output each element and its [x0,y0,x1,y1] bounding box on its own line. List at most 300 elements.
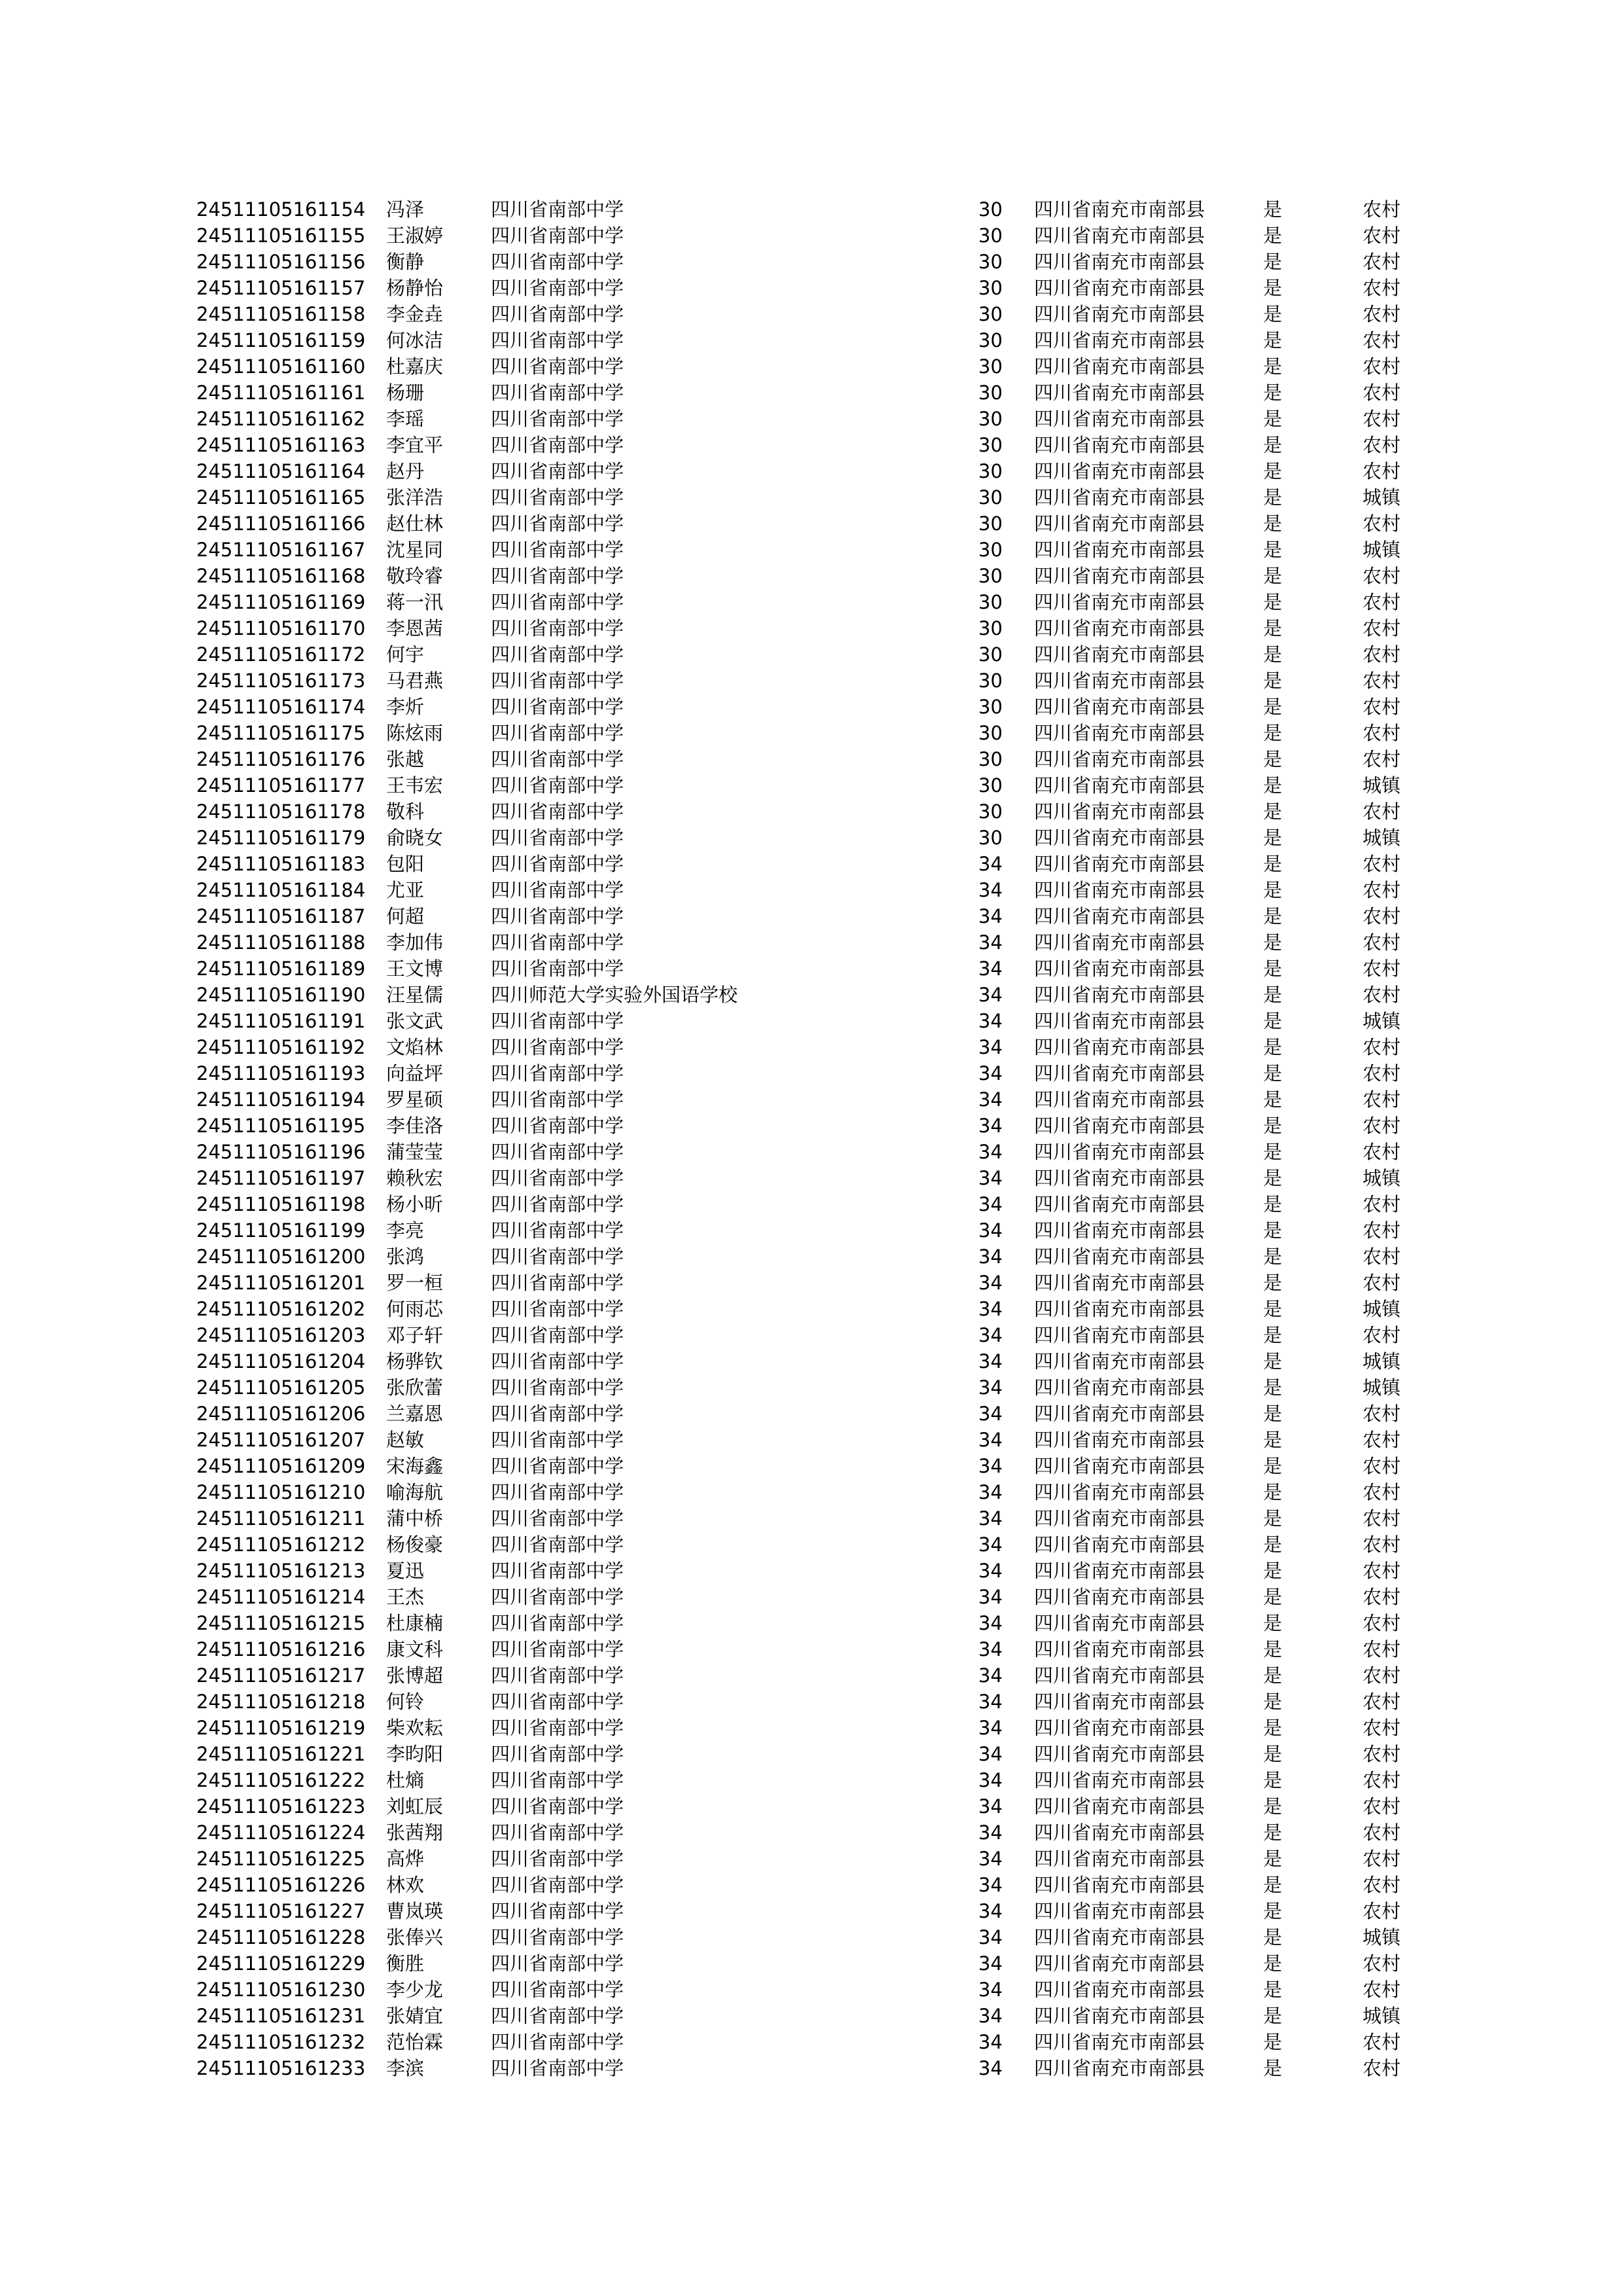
exam-number-cell: 24511105161204 [196,1350,366,1372]
school-cell: 四川省南部中学 [491,1717,624,1739]
student-name-cell: 张文武 [386,1010,444,1032]
residence-type-cell: 农村 [1363,1455,1401,1477]
school-cell: 四川省南部中学 [491,1141,624,1163]
school-cell: 四川省南部中学 [491,617,624,639]
student-name-cell: 蒲莹莹 [386,1141,444,1163]
exam-number-cell: 24511105161205 [196,1376,366,1399]
school-cell: 四川省南部中学 [491,1455,624,1477]
exam-number-cell: 24511105161200 [196,1246,366,1268]
residence-type-cell: 农村 [1363,355,1401,378]
student-name-cell: 李亮 [386,1219,425,1242]
residence-type-cell: 城镇 [1363,1350,1401,1372]
school-cell: 四川省南部中学 [491,1115,624,1137]
school-cell: 四川省南部中学 [491,1638,624,1660]
residence-type-cell: 农村 [1363,984,1401,1006]
table-row [196,641,1440,668]
exam-number-cell: 24511105161175 [196,722,366,744]
exam-number-cell: 24511105161192 [196,1036,366,1058]
residence-type-cell: 农村 [1363,800,1401,823]
table-row [196,589,1440,615]
table-row [196,1636,1440,1662]
exam-number-cell: 24511105161219 [196,1717,366,1739]
table-row [196,2055,1440,2081]
eligibility-flag-cell: 是 [1263,2031,1283,2053]
hukou-region-cell: 四川省南充市南部县 [1034,512,1205,535]
eligibility-flag-cell: 是 [1263,1376,1283,1399]
category-code-cell: 30 [978,355,1003,378]
exam-number-cell: 24511105161159 [196,329,366,351]
table-row [196,353,1440,380]
category-code-cell: 30 [978,617,1003,639]
category-code-cell: 30 [978,539,1003,561]
residence-type-cell: 农村 [1363,1036,1401,1058]
student-name-cell: 李恩茜 [386,617,444,639]
residence-type-cell: 农村 [1363,1088,1401,1111]
table-row [196,1793,1440,1820]
exam-number-cell: 24511105161188 [196,931,366,954]
residence-type-cell: 城镇 [1363,1298,1401,1320]
school-cell: 四川省南部中学 [491,722,624,744]
student-name-cell: 王淑婷 [386,224,444,247]
category-code-cell: 30 [978,382,1003,404]
school-cell: 四川省南部中学 [491,1507,624,1530]
category-code-cell: 34 [978,905,1003,927]
exam-number-cell: 24511105161203 [196,1324,366,1346]
category-code-cell: 34 [978,1586,1003,1608]
hukou-region-cell: 四川省南充市南部县 [1034,277,1205,299]
eligibility-flag-cell: 是 [1263,1246,1283,1268]
residence-type-cell: 农村 [1363,1795,1401,1818]
eligibility-flag-cell: 是 [1263,1743,1283,1765]
school-cell: 四川省南部中学 [491,1219,624,1242]
table-row [196,432,1440,458]
exam-number-cell: 24511105161209 [196,1455,366,1477]
eligibility-flag-cell: 是 [1263,827,1283,849]
student-name-cell: 李昀阳 [386,1743,444,1765]
category-code-cell: 34 [978,1743,1003,1765]
hukou-region-cell: 四川省南充市南部县 [1034,591,1205,613]
eligibility-flag-cell: 是 [1263,905,1283,927]
exam-number-cell: 24511105161161 [196,382,366,404]
student-name-cell: 包阳 [386,853,425,875]
residence-type-cell: 农村 [1363,565,1401,587]
hukou-region-cell: 四川省南充市南部县 [1034,1979,1205,2001]
table-row [196,1086,1440,1113]
hukou-region-cell: 四川省南充市南部县 [1034,1717,1205,1739]
table-row [196,537,1440,563]
hukou-region-cell: 四川省南充市南部县 [1034,800,1205,823]
category-code-cell: 30 [978,591,1003,613]
residence-type-cell: 农村 [1363,1481,1401,1503]
table-row [196,1479,1440,1505]
eligibility-flag-cell: 是 [1263,696,1283,718]
exam-number-cell: 24511105161160 [196,355,366,378]
school-cell: 四川省南部中学 [491,879,624,901]
category-code-cell: 34 [978,1429,1003,1451]
hukou-region-cell: 四川省南充市南部县 [1034,1141,1205,1163]
school-cell: 四川省南部中学 [491,408,624,430]
category-code-cell: 34 [978,1717,1003,1739]
student-name-cell: 杜康楠 [386,1612,444,1634]
eligibility-flag-cell: 是 [1263,591,1283,613]
table-row [196,1139,1440,1165]
table-row [196,2029,1440,2055]
residence-type-cell: 城镇 [1363,1926,1401,1948]
student-name-cell: 杨小昕 [386,1193,444,1215]
residence-type-cell: 农村 [1363,1560,1401,1582]
eligibility-flag-cell: 是 [1263,355,1283,378]
hukou-region-cell: 四川省南充市南部县 [1034,853,1205,875]
eligibility-flag-cell: 是 [1263,1193,1283,1215]
eligibility-flag-cell: 是 [1263,277,1283,299]
student-name-cell: 王文博 [386,958,444,980]
student-name-cell: 衡胜 [386,1952,425,1975]
school-cell: 四川省南部中学 [491,1088,624,1111]
category-code-cell: 30 [978,303,1003,325]
exam-number-cell: 24511105161213 [196,1560,366,1582]
exam-number-cell: 24511105161172 [196,643,366,666]
hukou-region-cell: 四川省南充市南部县 [1034,905,1205,927]
table-row [196,1558,1440,1584]
category-code-cell: 34 [978,1560,1003,1582]
hukou-region-cell: 四川省南充市南部县 [1034,1167,1205,1189]
school-cell: 四川省南部中学 [491,1821,624,1844]
hukou-region-cell: 四川省南充市南部县 [1034,1560,1205,1582]
table-row [196,406,1440,432]
student-name-cell: 范怡霖 [386,2031,444,2053]
table-row [196,746,1440,772]
residence-type-cell: 农村 [1363,1874,1401,1896]
exam-number-cell: 24511105161199 [196,1219,366,1242]
eligibility-flag-cell: 是 [1263,382,1283,404]
category-code-cell: 34 [978,853,1003,875]
category-code-cell: 34 [978,1481,1003,1503]
table-row [196,1191,1440,1217]
student-name-cell: 李瑶 [386,408,425,430]
student-name-cell: 赵敏 [386,1429,425,1451]
hukou-region-cell: 四川省南充市南部县 [1034,1612,1205,1634]
exam-number-cell: 24511105161158 [196,303,366,325]
hukou-region-cell: 四川省南充市南部县 [1034,617,1205,639]
category-code-cell: 34 [978,1272,1003,1294]
school-cell: 四川省南部中学 [491,2031,624,2053]
exam-number-cell: 24511105161210 [196,1481,366,1503]
category-code-cell: 34 [978,1010,1003,1032]
category-code-cell: 34 [978,931,1003,954]
hukou-region-cell: 四川省南充市南部县 [1034,565,1205,587]
residence-type-cell: 城镇 [1363,1376,1401,1399]
student-name-cell: 康文科 [386,1638,444,1660]
residence-type-cell: 农村 [1363,1586,1401,1608]
hukou-region-cell: 四川省南充市南部县 [1034,1010,1205,1032]
school-cell: 四川省南部中学 [491,1586,624,1608]
residence-type-cell: 农村 [1363,1638,1401,1660]
residence-type-cell: 农村 [1363,434,1401,456]
table-row [196,2003,1440,2029]
school-cell: 四川省南部中学 [491,355,624,378]
eligibility-flag-cell: 是 [1263,1926,1283,1948]
table-row [196,877,1440,903]
hukou-region-cell: 四川省南充市南部县 [1034,827,1205,849]
school-cell: 四川师范大学实验外国语学校 [491,984,738,1006]
category-code-cell: 34 [978,2031,1003,2053]
hukou-region-cell: 四川省南充市南部县 [1034,486,1205,509]
exam-number-cell: 24511105161156 [196,251,366,273]
student-name-cell: 沈星同 [386,539,444,561]
residence-type-cell: 农村 [1363,277,1401,299]
table-row [196,1924,1440,1950]
category-code-cell: 30 [978,748,1003,770]
category-code-cell: 34 [978,1979,1003,2001]
category-code-cell: 34 [978,1246,1003,1268]
eligibility-flag-cell: 是 [1263,1403,1283,1425]
category-code-cell: 34 [978,1795,1003,1818]
hukou-region-cell: 四川省南充市南部县 [1034,460,1205,482]
hukou-region-cell: 四川省南充市南部县 [1034,1926,1205,1948]
student-name-cell: 杜嘉庆 [386,355,444,378]
eligibility-flag-cell: 是 [1263,1088,1283,1111]
school-cell: 四川省南部中学 [491,1010,624,1032]
exam-number-cell: 24511105161211 [196,1507,366,1530]
category-code-cell: 34 [978,1926,1003,1948]
hukou-region-cell: 四川省南充市南部县 [1034,1795,1205,1818]
table-row [196,1689,1440,1715]
table-row [196,1270,1440,1296]
exam-number-cell: 24511105161162 [196,408,366,430]
hukou-region-cell: 四川省南充市南部县 [1034,198,1205,221]
table-row [196,982,1440,1008]
school-cell: 四川省南部中学 [491,539,624,561]
eligibility-flag-cell: 是 [1263,1455,1283,1477]
category-code-cell: 34 [978,1298,1003,1320]
eligibility-flag-cell: 是 [1263,1900,1283,1922]
student-name-cell: 夏迅 [386,1560,425,1582]
school-cell: 四川省南部中学 [491,1612,624,1634]
table-row [196,458,1440,484]
exam-number-cell: 24511105161218 [196,1691,366,1713]
residence-type-cell: 农村 [1363,1769,1401,1791]
eligibility-flag-cell: 是 [1263,617,1283,639]
hukou-region-cell: 四川省南充市南部县 [1034,251,1205,273]
student-name-cell: 张婧宜 [386,2005,444,2027]
residence-type-cell: 农村 [1363,1115,1401,1137]
student-name-cell: 杨珊 [386,382,425,404]
residence-type-cell: 农村 [1363,329,1401,351]
exam-number-cell: 24511105161230 [196,1979,366,2001]
eligibility-flag-cell: 是 [1263,1324,1283,1346]
table-row [196,1217,1440,1244]
hukou-region-cell: 四川省南充市南部县 [1034,1246,1205,1268]
eligibility-flag-cell: 是 [1263,1167,1283,1189]
table-row [196,223,1440,249]
residence-type-cell: 农村 [1363,1324,1401,1346]
table-row [196,1374,1440,1401]
exam-number-cell: 24511105161187 [196,905,366,927]
school-cell: 四川省南部中学 [491,1403,624,1425]
category-code-cell: 30 [978,329,1003,351]
hukou-region-cell: 四川省南充市南部县 [1034,1664,1205,1687]
school-cell: 四川省南部中学 [491,853,624,875]
eligibility-flag-cell: 是 [1263,1010,1283,1032]
school-cell: 四川省南部中学 [491,303,624,325]
eligibility-flag-cell: 是 [1263,1507,1283,1530]
hukou-region-cell: 四川省南充市南部县 [1034,1219,1205,1242]
student-name-cell: 何冰洁 [386,329,444,351]
eligibility-flag-cell: 是 [1263,251,1283,273]
residence-type-cell: 农村 [1363,1507,1401,1530]
table-row [196,668,1440,694]
exam-number-cell: 24511105161231 [196,2005,366,2027]
table-row [196,1401,1440,1427]
school-cell: 四川省南部中学 [491,958,624,980]
exam-number-cell: 24511105161224 [196,1821,366,1844]
eligibility-flag-cell: 是 [1263,1298,1283,1320]
exam-number-cell: 24511105161201 [196,1272,366,1294]
eligibility-flag-cell: 是 [1263,1586,1283,1608]
category-code-cell: 30 [978,565,1003,587]
student-name-cell: 赖秋宏 [386,1167,444,1189]
school-cell: 四川省南部中学 [491,1534,624,1556]
residence-type-cell: 农村 [1363,1717,1401,1739]
category-code-cell: 34 [978,1691,1003,1713]
student-name-cell: 王杰 [386,1586,425,1608]
eligibility-flag-cell: 是 [1263,2057,1283,2079]
student-name-cell: 冯泽 [386,198,425,221]
eligibility-flag-cell: 是 [1263,198,1283,221]
exam-number-cell: 24511105161223 [196,1795,366,1818]
residence-type-cell: 农村 [1363,1246,1401,1268]
school-cell: 四川省南部中学 [491,198,624,221]
category-code-cell: 34 [978,984,1003,1006]
eligibility-flag-cell: 是 [1263,748,1283,770]
school-cell: 四川省南部中学 [491,434,624,456]
eligibility-flag-cell: 是 [1263,643,1283,666]
residence-type-cell: 农村 [1363,748,1401,770]
table-row [196,1453,1440,1479]
table-row [196,301,1440,327]
eligibility-flag-cell: 是 [1263,670,1283,692]
exam-number-cell: 24511105161226 [196,1874,366,1896]
residence-type-cell: 农村 [1363,1848,1401,1870]
eligibility-flag-cell: 是 [1263,1979,1283,2001]
residence-type-cell: 农村 [1363,1743,1401,1765]
category-code-cell: 30 [978,251,1003,273]
residence-type-cell: 农村 [1363,303,1401,325]
eligibility-flag-cell: 是 [1263,408,1283,430]
exam-number-cell: 24511105161191 [196,1010,366,1032]
student-name-cell: 杨骅钦 [386,1350,444,1372]
student-name-cell: 何铃 [386,1691,425,1713]
student-name-cell: 兰嘉恩 [386,1403,444,1425]
category-code-cell: 30 [978,774,1003,797]
table-row [196,1505,1440,1532]
table-row [196,1767,1440,1793]
table-row [196,1584,1440,1610]
exam-number-cell: 24511105161173 [196,670,366,692]
table-row [196,1008,1440,1034]
school-cell: 四川省南部中学 [491,827,624,849]
hukou-region-cell: 四川省南充市南部县 [1034,329,1205,351]
table-row [196,1060,1440,1086]
residence-type-cell: 农村 [1363,460,1401,482]
category-code-cell: 30 [978,670,1003,692]
exam-number-cell: 24511105161225 [196,1848,366,1870]
residence-type-cell: 农村 [1363,1272,1401,1294]
residence-type-cell: 农村 [1363,643,1401,666]
eligibility-flag-cell: 是 [1263,1062,1283,1085]
hukou-region-cell: 四川省南充市南部县 [1034,722,1205,744]
student-name-cell: 张茜翔 [386,1821,444,1844]
residence-type-cell: 农村 [1363,251,1401,273]
student-name-cell: 王韦宏 [386,774,444,797]
eligibility-flag-cell: 是 [1263,984,1283,1006]
table-row [196,1165,1440,1191]
hukou-region-cell: 四川省南充市南部县 [1034,696,1205,718]
hukou-region-cell: 四川省南充市南部县 [1034,984,1205,1006]
hukou-region-cell: 四川省南充市南部县 [1034,1848,1205,1870]
eligibility-flag-cell: 是 [1263,434,1283,456]
eligibility-flag-cell: 是 [1263,1272,1283,1294]
school-cell: 四川省南部中学 [491,696,624,718]
residence-type-cell: 农村 [1363,1952,1401,1975]
category-code-cell: 30 [978,827,1003,849]
school-cell: 四川省南部中学 [491,565,624,587]
exam-number-cell: 24511105161194 [196,1088,366,1111]
table-row [196,1715,1440,1741]
student-name-cell: 陈炫雨 [386,722,444,744]
hukou-region-cell: 四川省南充市南部县 [1034,1272,1205,1294]
student-name-cell: 李炘 [386,696,425,718]
hukou-region-cell: 四川省南充市南部县 [1034,879,1205,901]
school-cell: 四川省南部中学 [491,748,624,770]
student-name-cell: 罗星硕 [386,1088,444,1111]
exam-number-cell: 24511105161190 [196,984,366,1006]
residence-type-cell: 农村 [1363,1612,1401,1634]
residence-type-cell: 农村 [1363,224,1401,247]
category-code-cell: 34 [978,1376,1003,1399]
school-cell: 四川省南部中学 [491,1795,624,1818]
student-name-cell: 李宜平 [386,434,444,456]
category-code-cell: 30 [978,696,1003,718]
eligibility-flag-cell: 是 [1263,1481,1283,1503]
school-cell: 四川省南部中学 [491,591,624,613]
category-code-cell: 34 [978,1664,1003,1687]
exam-number-cell: 24511105161196 [196,1141,366,1163]
eligibility-flag-cell: 是 [1263,800,1283,823]
eligibility-flag-cell: 是 [1263,1534,1283,1556]
eligibility-flag-cell: 是 [1263,1664,1283,1687]
residence-type-cell: 农村 [1363,853,1401,875]
hukou-region-cell: 四川省南充市南部县 [1034,1821,1205,1844]
exam-number-cell: 24511105161177 [196,774,366,797]
exam-number-cell: 24511105161215 [196,1612,366,1634]
residence-type-cell: 城镇 [1363,1010,1401,1032]
residence-type-cell: 农村 [1363,905,1401,927]
hukou-region-cell: 四川省南充市南部县 [1034,2005,1205,2027]
school-cell: 四川省南部中学 [491,1298,624,1320]
hukou-region-cell: 四川省南充市南部县 [1034,670,1205,692]
student-name-cell: 张俸兴 [386,1926,444,1948]
school-cell: 四川省南部中学 [491,1952,624,1975]
table-row [196,196,1440,223]
table-row [196,694,1440,720]
exam-number-cell: 24511105161178 [196,800,366,823]
eligibility-flag-cell: 是 [1263,1612,1283,1634]
hukou-region-cell: 四川省南充市南部县 [1034,1429,1205,1451]
school-cell: 四川省南部中学 [491,800,624,823]
exam-number-cell: 24511105161165 [196,486,366,509]
school-cell: 四川省南部中学 [491,2005,624,2027]
